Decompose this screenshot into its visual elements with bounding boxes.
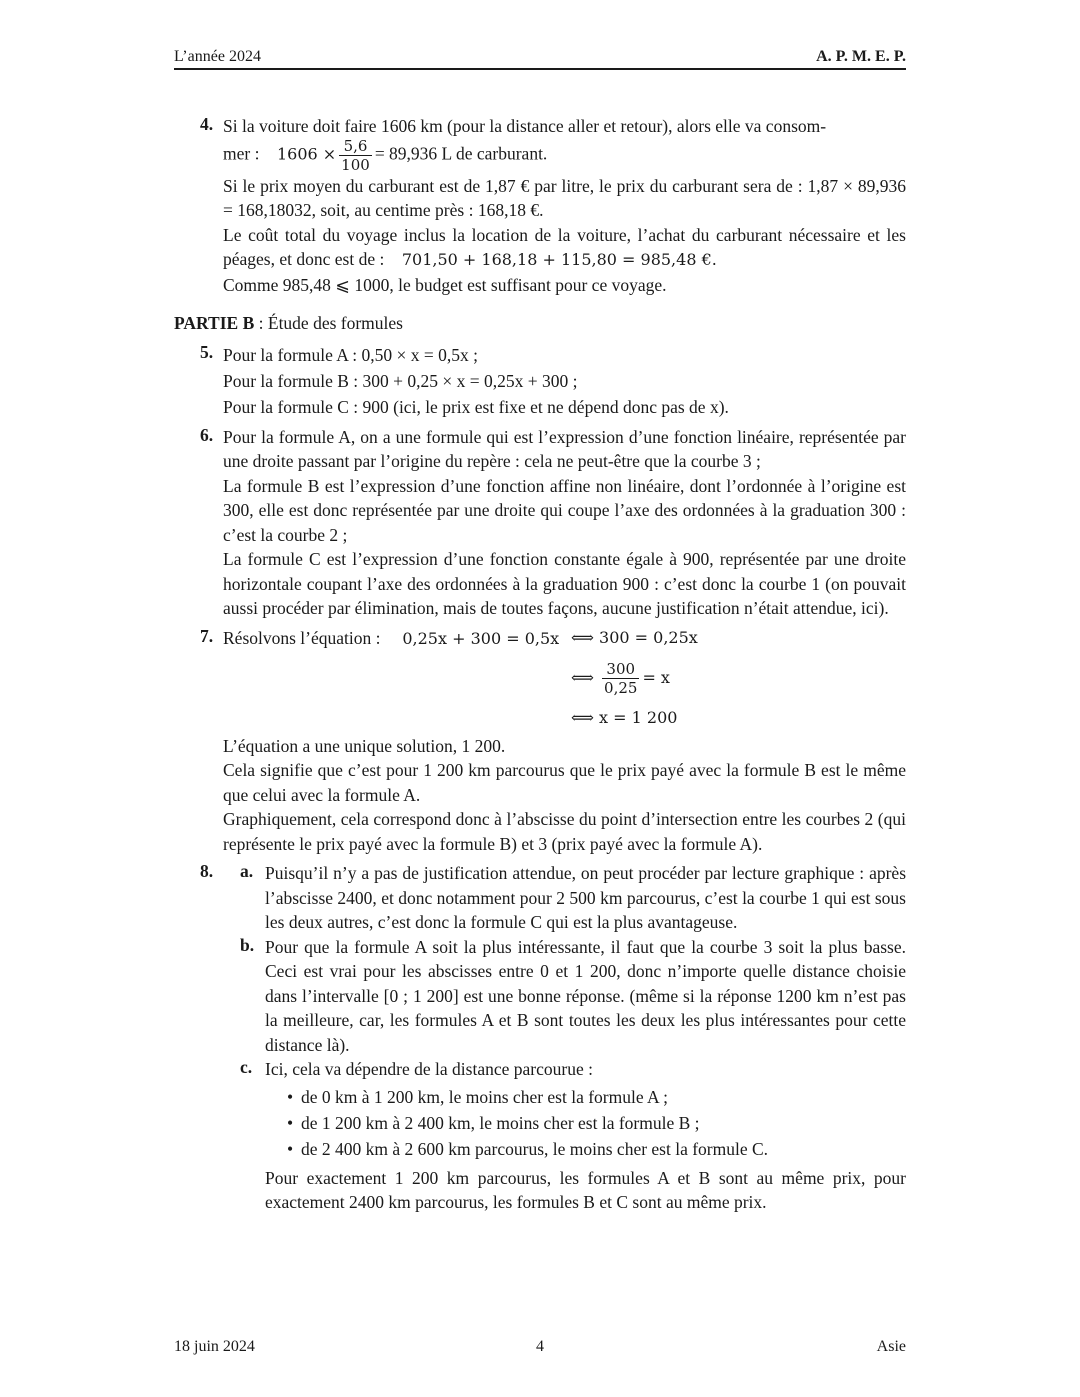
section-heading: PARTIE B : Étude des formules — [174, 313, 403, 333]
paragraph: mer : 1606 × $\frac{5,6}{100}$ = 89,936 L de carburant. — [223, 136, 548, 174]
paragraph: Cela signifie que c’est pour 1 200 km parcourus que le prix payé avec la formule B est le même que celui avec la formule A. — [223, 760, 906, 805]
paragraph: Si le prix moyen du carburant est de 1,87 € par litre, le prix du carburant sera de : 1,87 × 89,936 = 168,18032, soit, au centime près : 168,18 €. — [223, 175, 906, 220]
question-7 — [174, 626, 906, 857]
paragraph: L’équation a une unique solution, 1 200. — [223, 735, 506, 756]
question-number: 7. — [200, 625, 214, 646]
paragraph: Pour la formule C : 900 (ici, le prix est fixe et ne dépend donc pas de x). — [223, 396, 729, 417]
bullet-list — [265, 1084, 906, 1162]
footer-date: 18 juin 2024 — [174, 1338, 255, 1355]
paragraph: Pour la formule A, on a une formule qui est l’expression d’une fonction linéaire, représentée par une droite passant par l’origine du repère : cela ne peut-être que la courbe 3 ; — [223, 426, 906, 471]
question-number: 4. — [200, 114, 214, 134]
question-8 — [174, 861, 906, 1215]
question-number: 6. — [200, 424, 214, 445]
question-number: 5. — [200, 341, 214, 362]
question-4 — [174, 114, 906, 297]
list-item: • de 1 200 km à 2 400 km, le moins cher est la formule B ; — [287, 1110, 906, 1136]
paragraph: Pour la formule B : 300 + 0,25 × x = 0,25x + 300 ; — [223, 370, 578, 391]
page-footer — [174, 1338, 906, 1358]
list-item: • de 0 km à 1 200 km, le moins cher est la formule A ; — [287, 1084, 906, 1110]
page-number: 4 — [536, 1338, 544, 1355]
question-number: 8. — [200, 861, 214, 881]
page-header — [174, 48, 906, 68]
paragraph: Si la voiture doit faire 1606 km (pour la distance aller et retour), alors elle va consom- — [223, 116, 827, 136]
question-8a: a. Puisqu’il n’y a pas de justification attendue, on peut procéder par lecture graphique : après l’abscisse 2400, et donc notamment pour 2 500 km parcourus, c’est la courbe 1 qui est sous les deux autres, c’est donc la formule C qui est la plus avantageuse. — [174, 861, 906, 935]
paragraph: Comme 985,48 ⩽ 1000, le budget est suffisant pour ce voyage. — [223, 274, 667, 295]
paragraph: Graphiquement, cela correspond donc à l’abscisse du point d’intersection entre les courbes 2 (qui représente le prix payé avec la formule B) et 3 (prix payé avec la formule A). — [223, 809, 906, 854]
paragraph: Pour la formule A : 0,50 × x = 0,5x ; — [223, 344, 479, 365]
paragraph: Ici, cela va dépendre de la distance parcourue : — [265, 1059, 593, 1079]
question-5 — [174, 342, 906, 420]
page-content — [174, 114, 906, 1215]
equation-block: Résolvons l’équation : 0,25x + 300 = 0,5x ⟺ 300 = 0,25x ⟺ $\frac{300}{0,25}$ = x ⟺ x = 1 200 — [223, 627, 698, 727]
header-left: L’année 2024 — [174, 48, 261, 65]
header-rule — [174, 68, 906, 70]
header-right: A. P. M. E. P. — [816, 48, 906, 65]
list-item: • de 2 400 km à 2 600 km parcourus, le moins cher est la formule C. — [287, 1136, 906, 1162]
fraction: $\frac{5,6}{100}$ — [341, 136, 370, 174]
paragraph: La formule B est l’expression d’une fonction affine non linéaire, dont l’ordonnée à l’origine est 300, elle est donc représentée par une droite qui coupe l’axe des ordonnées à la graduation 300 : c’est la courbe 2 ; — [223, 475, 906, 545]
paragraph: La formule C est l’expression d’une fonction constante égale à 900, représentée par une droite horizontale coupant l’axe des ordonnées à la graduation 900 : c’est donc la courbe 1 (on pouvait aussi procéder par élimination, mais de toutes façons, aucune justification n’était attendue, ici). — [223, 549, 906, 618]
question-6 — [174, 425, 906, 621]
paragraph: Le coût total du voyage inclus la location de la voiture, l’achat du carburant nécessaire et les péages, et donc est de : 701,50 + 168,18 + 115,80 = 985,48 €. — [223, 224, 906, 269]
paragraph: Pour que la formule A soit la plus intéressante, il faut que la courbe 3 soit la plus basse. Ceci est vrai pour les abscisses entre 0 et 1 200, donc n’importe quelle distance choisie dans l’intervalle [0 ; 1 200] est une bonne réponse. (même si la réponse 1200 km n’est pas la meilleure, car, les formules A et B sont toutes les deux les plus intéressantes pour cette distance là). — [265, 936, 906, 1055]
paragraph: Pour exactement 1 200 km parcourus, les formules A et B sont au même prix, pour exactement 2400 km parcourus, les formules B et C sont au même prix. — [265, 1167, 906, 1212]
question-8b: b. Pour que la formule A soit la plus intéressante, il faut que la courbe 3 soit la plus basse. Ceci est vrai pour les abscisses entre 0 et 1 200, donc n’importe quelle distance choisie dans l’intervalle [0 ; 1 200] est une bonne réponse. (même si la réponse 1200 km n’est pas la meilleure, car, les formules A et B sont toutes les deux les plus intéressantes pour cette distance là). — [174, 935, 906, 1058]
footer-region: Asie — [876, 1338, 906, 1355]
question-8c: c. Ici, cela va dépendre de la distance parcourue : • de 0 km à 1 200 km, le moins cher est la formule A ; • de 1 200 km à 2 400 km, le moins cher est la formule B ; • de 2 400 km à 2 600 km parcourus, le moins cher est la formule C. Pour exactement 1 200 km parcourus, les formules A et B sont au même prix, pour exactement 2400 km parcourus, les formules B et C sont au même prix. — [174, 1057, 906, 1215]
paragraph: Puisqu’il n’y a pas de justification attendue, on peut procéder par lecture graphique : après l’abscisse 2400, et donc notamment pour 2 500 km parcourus, c’est la courbe 1 qui est sous les deux autres, c’est donc la formule C qui est la plus avantageuse. — [265, 863, 906, 932]
